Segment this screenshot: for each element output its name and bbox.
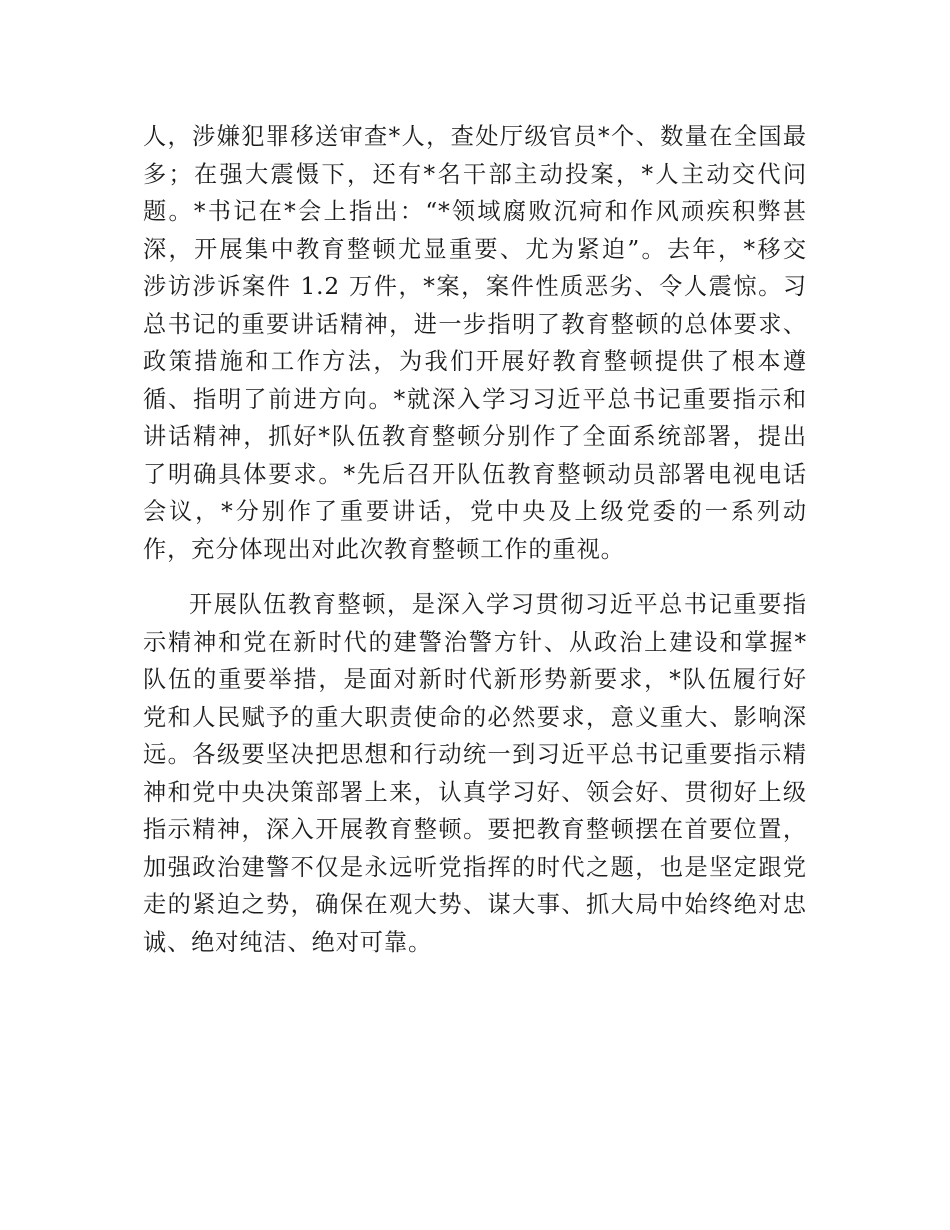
text-line: 诚、绝对纯洁、绝对可靠。: [143, 928, 433, 956]
text-line: 讲话精神，抓好*队伍教育整顿分别作了全面系统部署，提出: [143, 423, 807, 450]
text-line: 党和人民赋予的重大职责使命的必然要求，意义重大、影响深: [143, 703, 807, 731]
document-body: [143, 118, 807, 961]
text-line: 示精神和党在新时代的建警治警方针、从政治上建设和掌握*: [143, 628, 807, 656]
text-line: 队伍的重要举措，是面对新时代新形势新要求，*队伍履行好: [143, 666, 807, 693]
text-line: 题。*书记在*会上指出：“*领域腐败沉疴和作风顽疾积弊甚: [143, 198, 807, 225]
paragraph-2: [143, 586, 807, 961]
paragraph-1: [143, 118, 807, 568]
text-line: 作，充分体现出对此次教育整顿工作的重视。: [143, 535, 625, 563]
text-line: 政策措施和工作方法，为我们开展好教育整顿提供了根本遵: [143, 348, 807, 375]
text-line: 开展队伍教育整顿，是深入学习贯彻习近平总书记重要指: [189, 591, 807, 618]
text-line: 了明确具体要求。*先后召开队伍教育整顿动员部署电视电话: [143, 460, 807, 488]
text-line: 循、指明了前进方向。*就深入学习习近平总书记重要指示和: [143, 385, 807, 413]
text-line: 多；在强大震慑下，还有*名干部主动投案，*人主动交代问: [143, 160, 807, 188]
text-line: 总书记的重要讲话精神，进一步指明了教育整顿的总体要求、: [143, 310, 807, 338]
text-line: 加强政治建警不仅是永远听党指挥的时代之题，也是坚定跟党: [143, 853, 807, 881]
text-line: 涉访涉诉案件 1.2 万件，*案，案件性质恶劣、令人震惊。习: [143, 273, 807, 300]
text-line: 会议，*分别作了重要讲话，党中央及上级党委的一系列动: [143, 498, 807, 525]
text-line: 人，涉嫌犯罪移送审查*人，查处厅级官员*个、数量在全国最: [143, 123, 807, 150]
text-line: 走的紧迫之势，确保在观大势、谋大事、抓大局中始终绝对忠: [143, 891, 807, 918]
paragraph-spacer: [143, 568, 807, 586]
text-line: 指示精神，深入开展教育整顿。要把教育整顿摆在首要位置，: [143, 816, 807, 843]
text-line: 深，开展集中教育整顿尤显重要、尤为紧迫”。去年，*移交: [143, 235, 807, 263]
text-line: 远。各级要坚决把思想和行动统一到习近平总书记重要指示精: [143, 741, 807, 768]
text-line: 神和党中央决策部署上来，认真学习好、领会好、贯彻好上级: [143, 778, 807, 806]
